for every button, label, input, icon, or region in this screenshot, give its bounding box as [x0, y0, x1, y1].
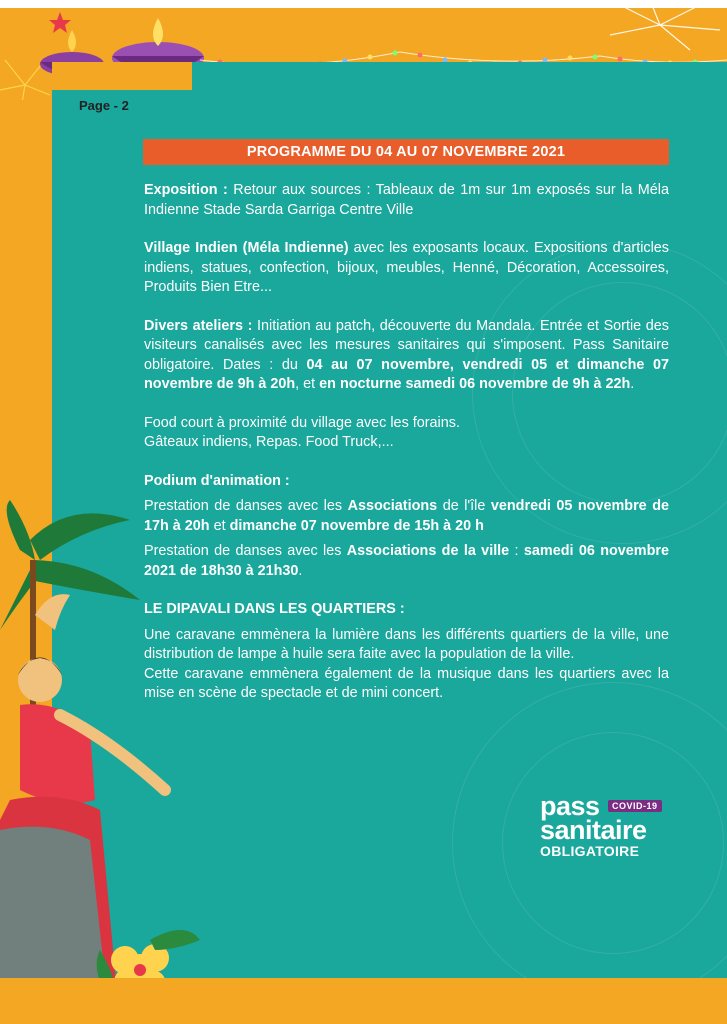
page-number: Page - 2	[79, 98, 129, 113]
logo-pass: pass	[540, 791, 600, 821]
exposition-label: Exposition :	[144, 182, 228, 198]
podium-bold: vendredi 05 novembre de 17h à 20h	[144, 498, 669, 534]
food-line: Food court à proximité du village avec les forains.	[144, 414, 460, 431]
podium-bold: dimanche 07 novembre de 15h à 20 h	[229, 517, 484, 534]
podium-text: de l'île	[437, 498, 491, 514]
logo-obligatoire: OBLIGATOIRE	[540, 843, 640, 859]
podium-bold: samedi 06 novembre 2021 de 18h30 à 21h30	[144, 543, 669, 579]
podium-bold: Associations de la ville	[346, 543, 510, 559]
podium-paragraph	[144, 542, 669, 581]
corner-strip	[52, 62, 192, 90]
programme-banner: PROGRAMME DU 04 AU 07 NOVEMBRE 2021	[143, 139, 669, 165]
exposition-text: Retour aux sources : Tableaux de 1m sur 1m exposés sur la Méla Indienne Stade Sarda Garriga Centre Ville	[144, 182, 669, 218]
podium-text: et	[209, 517, 230, 534]
podium-text: Prestation de danses avec les	[144, 543, 347, 559]
podium-text: Prestation de danses avec les	[144, 498, 348, 514]
pass-sanitaire-logo	[540, 791, 675, 859]
programme-content	[144, 181, 669, 704]
dipavali-heading: LE DIPAVALI DANS LES QUARTIERS :	[144, 601, 405, 617]
ateliers-text: Initiation au patch, découverte du Mandala. Entrée et Sortie des visiteurs canalisés avec les mesures sanitaires qui s'imposent. Pass Sanitaire obligatoire. Dates : du	[144, 317, 669, 373]
ateliers-text: , et	[295, 376, 320, 392]
dipavali-paragraph: Cette caravane emmènera également de la musique dans les quartiers avec la mise en scène de spectacle et de mini concert.	[144, 665, 669, 701]
podium-text: .	[298, 562, 303, 579]
podium-heading: Podium d'animation :	[144, 472, 290, 489]
exposition-paragraph	[144, 181, 669, 220]
ateliers-nocturne: en nocturne samedi 06 novembre de 9h à 22h	[319, 376, 631, 392]
podium-paragraph	[144, 497, 669, 536]
bottom-frame	[0, 978, 727, 1024]
ateliers-label: Divers ateliers :	[144, 317, 253, 334]
ateliers-text: .	[630, 376, 635, 392]
village-label: Village Indien (Méla Indienne)	[144, 240, 349, 256]
ateliers-dates: 04 au 07 novembre, vendredi 05 et dimanche 07 novembre de 9h à 20h	[144, 356, 669, 392]
dancer-illustration	[0, 500, 200, 1024]
logo-sanitaire: sanitaire	[540, 815, 647, 845]
dipavali-paragraph: Une caravane emmènera la lumière dans les différents quartiers de la ville, une distribution de lampe à huile sera faite avec la population de la ville.	[144, 626, 669, 662]
covid-badge: COVID-19	[608, 800, 662, 812]
food-line: Gâteaux indiens, Repas. Food Truck,...	[144, 434, 394, 450]
village-paragraph	[144, 239, 669, 298]
ateliers-paragraph	[144, 317, 669, 395]
podium-text: :	[509, 543, 524, 559]
village-text: avec les exposants locaux. Expositions d'articles indiens, statues, confection, bijoux, meubles, Henné, Décoration, Accessoires, Produits Bien Etre...	[144, 240, 669, 295]
podium-bold: Associations	[347, 498, 438, 514]
